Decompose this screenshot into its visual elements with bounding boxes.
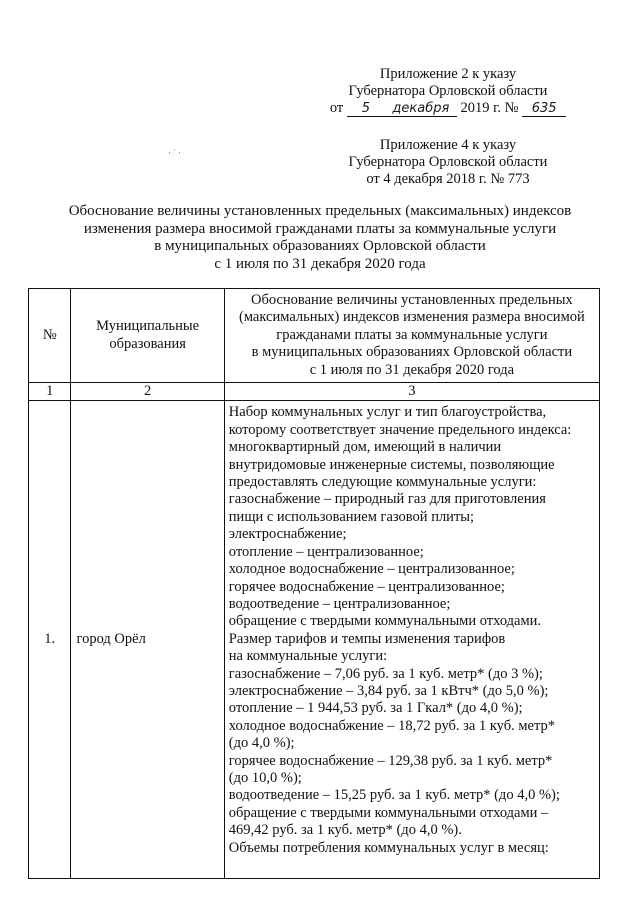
- justification-line: многоквартирный дом, имеющий в наличии: [228, 439, 502, 456]
- justification-line: обращение с твердыми коммунальными отходами.: [228, 613, 542, 630]
- column-index: 2: [71, 383, 224, 401]
- justification-line: внутридомовые инженерные системы, позволяющие: [228, 456, 555, 473]
- date-prefix: от: [329, 100, 344, 116]
- justification-line: водоотведение – централизованное;: [228, 595, 451, 612]
- table-row: [29, 401, 600, 879]
- appendix-2-date-line: [318, 100, 578, 117]
- justification-line: которому соответствует значение предельного индекса:: [228, 421, 572, 438]
- justification-line: газоснабжение – природный газ для приготовления: [228, 491, 546, 508]
- header-municipality: Муниципальные образования: [71, 289, 224, 383]
- appendix-2-issuer: Губернатора Орловской области: [348, 83, 548, 99]
- header-justification-line: с 1 июля по 31 декабря 2020 года: [309, 361, 515, 378]
- justification-line: (до 10,0 %);: [228, 769, 302, 786]
- justification-line: горячее водоснабжение – 129,38 руб. за 1 куб. метр*: [228, 752, 553, 769]
- column-index: 3: [224, 383, 599, 401]
- justification-line: Набор коммунальных услуг и тип благоустройства,: [228, 404, 547, 421]
- justification-line: отопление – централизованное;: [228, 543, 424, 560]
- justification-line: отопление – 1 944,53 руб. за 1 Гкал* (до 4,0 %);: [228, 700, 523, 717]
- justification-line: холодное водоснабжение – 18,72 руб. за 1 куб. метр*: [228, 717, 555, 734]
- scan-speck: ·˙·: [168, 148, 183, 158]
- appendix-4-header: [318, 137, 578, 188]
- appendix-4-title: Приложение 4 к указу: [379, 137, 517, 153]
- appendix-4-date: от 4 декабря 2018 г. № 773: [366, 171, 530, 187]
- header-justification-line: Обоснование величины установленных предельных: [251, 292, 573, 308]
- justification-line: Размер тарифов и темпы изменения тарифов: [228, 630, 506, 647]
- justification-line: горячее водоснабжение – централизованное;: [228, 578, 505, 595]
- title-line: Обоснование величины установленных предельных (максимальных) индексов: [68, 203, 572, 219]
- justification-line: электроснабжение – 3,84 руб. за 1 кВтч* (до 5,0 %);: [228, 682, 549, 699]
- document-title: [40, 203, 600, 273]
- municipality-name: город Орёл: [71, 401, 224, 879]
- title-line: с 1 июля по 31 декабря 2020 года: [214, 255, 426, 272]
- justification-text: [224, 401, 599, 879]
- header-justification-line: в муниципальных образованиях Орловской области: [251, 344, 573, 361]
- justification-line: газоснабжение – 7,06 руб. за 1 куб. метр* (до 3 %);: [228, 665, 543, 682]
- handwritten-doc-number: 635: [522, 102, 566, 117]
- title-line: изменения размера вносимой гражданами платы за коммунальные услуги: [83, 220, 557, 237]
- date-year: 2019 г. №: [460, 100, 519, 116]
- row-number: 1.: [29, 401, 71, 879]
- handwritten-month: декабря: [385, 102, 457, 117]
- justification-line: 469,42 руб. за 1 куб. метр* (до 4,0 %).: [228, 822, 462, 839]
- justification-line: предоставлять следующие коммунальные услуги:: [228, 474, 537, 491]
- column-index-row: [29, 383, 600, 401]
- appendix-2-header: [318, 66, 578, 117]
- justification-table: [28, 288, 600, 879]
- title-line: в муниципальных образованиях Орловской области: [154, 238, 486, 254]
- header-justification-line: гражданами платы за коммунальные услуги: [276, 326, 548, 343]
- justification-line: электроснабжение;: [228, 526, 347, 543]
- column-index: 1: [29, 383, 71, 401]
- handwritten-day: 5: [347, 102, 385, 117]
- justification-line: холодное водоснабжение – централизованное;: [228, 561, 515, 578]
- header-justification: [224, 289, 599, 383]
- justification-line: обращение с твердыми коммунальными отходами –: [228, 804, 549, 821]
- justification-line: водоотведение – 15,25 руб. за 1 куб. метр* (до 4,0 %);: [228, 787, 560, 804]
- table-header-row: [29, 289, 600, 383]
- justification-line: (до 4,0 %);: [228, 735, 295, 752]
- header-number: №: [29, 289, 71, 383]
- justification-line: Объемы потребления коммунальных услуг в месяц:: [228, 839, 549, 856]
- justification-line: пищи с использованием газовой плиты;: [228, 508, 475, 525]
- header-justification-line: (максимальных) индексов изменения размера вносимой: [239, 309, 585, 326]
- appendix-4-issuer: Губернатора Орловской области: [348, 154, 548, 170]
- appendix-2-title: Приложение 2 к указу: [379, 66, 517, 82]
- justification-line: на коммунальные услуги:: [228, 648, 388, 665]
